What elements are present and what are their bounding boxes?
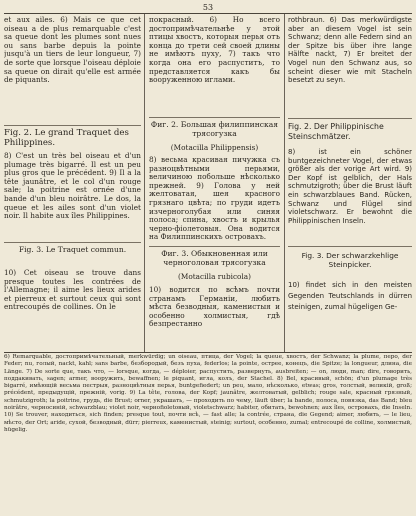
french-heading-fig2: Fig. 2. Le grand Traquet des Philippines.: [4, 128, 129, 148]
footnotes: [4, 354, 412, 514]
russian-latin-name-fig2: (Motacilla Philippensis): [170, 143, 259, 152]
section-rule: [288, 246, 412, 247]
section-rule: [149, 246, 280, 247]
french-paragraph-2: 8) C'est un très bel oiseau et d'un plumage très bigarré. Il est un peu plus gros que le précédent. 9) Il a la tête jaunâtre, et le col d'un rouge sale; la poitrine est ornée d'une bande d'un bleu noirâtre. Le dos, la queue et les ailes sont d'un violet noir. Il habite aux îles Philippines.: [4, 151, 141, 221]
french-paragraph-1: et aux ailes. 6) Mais ce que cet oiseau a de plus remarquable c'est sa queue dont les plumes sont nues ou sans barbe depuis la pointe jusqu'à un tiers de leur longueur, 7) de sorte que lorsque l'oiseau déploie sa queue on dirait qu'elle est armée de piquants.: [4, 15, 141, 85]
column-divider: [144, 14, 145, 352]
russian-heading-fig2: Фиг. 2. Большая филиппинская трясогузка: [150, 120, 279, 138]
footnote-rule: [4, 352, 412, 353]
russian-paragraph-3: 10) водится по всѣмъ почти странамъ Германіи, любитъ мѣста безводныя, каменистыя и особенно холмистыя, гдѣ безпрестанно: [149, 285, 280, 329]
page-number: 53: [202, 3, 214, 12]
french-heading-fig3: Fig. 3. Le Traquet commun.: [18, 245, 127, 254]
russian-latin-name-fig3: (Motacilla rubicola): [178, 272, 251, 281]
german-column: [288, 14, 412, 352]
section-rule: [149, 117, 280, 118]
german-heading-fig2: Fig. 2. Der Philippinische Steinschmätzer.: [288, 122, 384, 141]
section-rule: [288, 118, 412, 119]
french-paragraph-3: 10) Cet oiseau se trouve dans presque toutes les contrées de l'Allemagne; il aime les lieux arides et pierreux et surtout ceux qui sont entrecoupés de collines. On le: [4, 268, 141, 312]
russian-heading-fig3: Фиг. 3. Обыкновенная или черноголовая трясогузка: [161, 249, 268, 267]
french-column: [4, 14, 141, 352]
russian-paragraph-1: покрасный. 6) Но всего достопримѣчательнѣе у этой птицы хвостъ, которыя перья отъ конца до трети сей своей длины не имѣютъ пуху, 7) такъ что когда она его распуститъ, то представляется какъ бы вооруженною иглами.: [149, 15, 280, 85]
footnotes-text: 6) Remarquable, достопримѣчательный, merkwürdig; un oiseau, птица, der Vogel; la queue, хвостъ, der Schwanz; la plume, перо, der Feder; nu, голый, nackt, kahl; sans barbe, безбородый, безъ пуха, federlos; la pointe, острее, конецъ, die Spitze; la longueur, длина, die Länge. 7) De sorte que, такъ что, — lorsque, когда, — déploier, распустить, развернуть, ausbreiten; — on, люди, man; dire, говорить, поддакивать, sagen; armer, вооружить, bewaffnen; le piquant, игла, колъ, der Stachel. 8) Bel, красивый, schön; d'un plumage très bigarré, имѣющій весьма пестрыя, разноцвѣтныя перья, buntgefiedert; un peu, мало, нѣсколько, etwas; gros, толстый, великій, groß; précédent, предыдущій, прежній, vorig. 9) La tête, голова, der Kopf; jaunâtre, желтоватый, gelblich; rouge sale, красный грязный, schmutzigroth; la poitrine, грудь, die Brust; orner, украшать, — проходить по чему, läuft über; la bande, полоса, повязка, das Band; bleu noirâtre, черносиній, schwarzblau; violet noir, черноfioletовый, violetschwarz; habiter, обитать, bewohnen; aux îles, островахъ, die Inseln. 10) Se trouver, находиться, sich finden; presque tout, почти всѣ, — fast alle; la contrée, страна, die Gegend; aimer, любить, — le lieu, мѣсто, der Ort; aride, сухой, безводный, dürr; pierreux, каменистый, steinig; surtout, особенно, zumal; entrecoupé de colline, холмистый, hügelig.: [4, 354, 412, 433]
german-paragraph-1: rothbraun. 6) Das merkwürdigste aber an diesem Vogel ist sein Schwanz; denn alle Federn sind an der Spitze bis über ihre lange Hälfte nackt, 7) Er breitet der Vogel nun den Schwanz aus, so scheint dieser wie mit Stacheln besetzt zu seyn.: [288, 16, 412, 85]
german-heading-fig3: Fig. 3. Der schwarzkehlige Steinpicker.: [301, 251, 399, 269]
german-paragraph-3: 10) findet sich in den meisten Gegenden Teutschlands in dürren steinigen, zumal hügeligen Ge-: [288, 281, 412, 311]
section-rule: [4, 125, 141, 126]
column-divider: [284, 14, 285, 352]
russian-paragraph-2: 8) весьма красивая пичужка съ разноцвѣтными перьями, величиною побольше нѣсколько прежней. 9) Голова у ней желтоватая, шея красного грязнаго цвѣта; по груди идетъ изчерноголубая или синяя полоса; спина, хвостъ и крылья черно-фіолетовыя. Она водится на Филиппинскихъ островахъ.: [149, 155, 280, 242]
german-paragraph-2: 8) ist ein schöner buntgezeichneter Vogel, der etwas größer als der vorige Art wird. 9) Der Kopf ist gelblich, der Hals schmutzigroth; über die Brust läuft ein schwarzblaues Band. Rücken, Schwanz und Flügel sind violetschwarz. Er bewohnt die Philippinischen Inseln.: [288, 148, 412, 225]
russian-column: [149, 14, 280, 352]
section-rule: [4, 242, 141, 243]
